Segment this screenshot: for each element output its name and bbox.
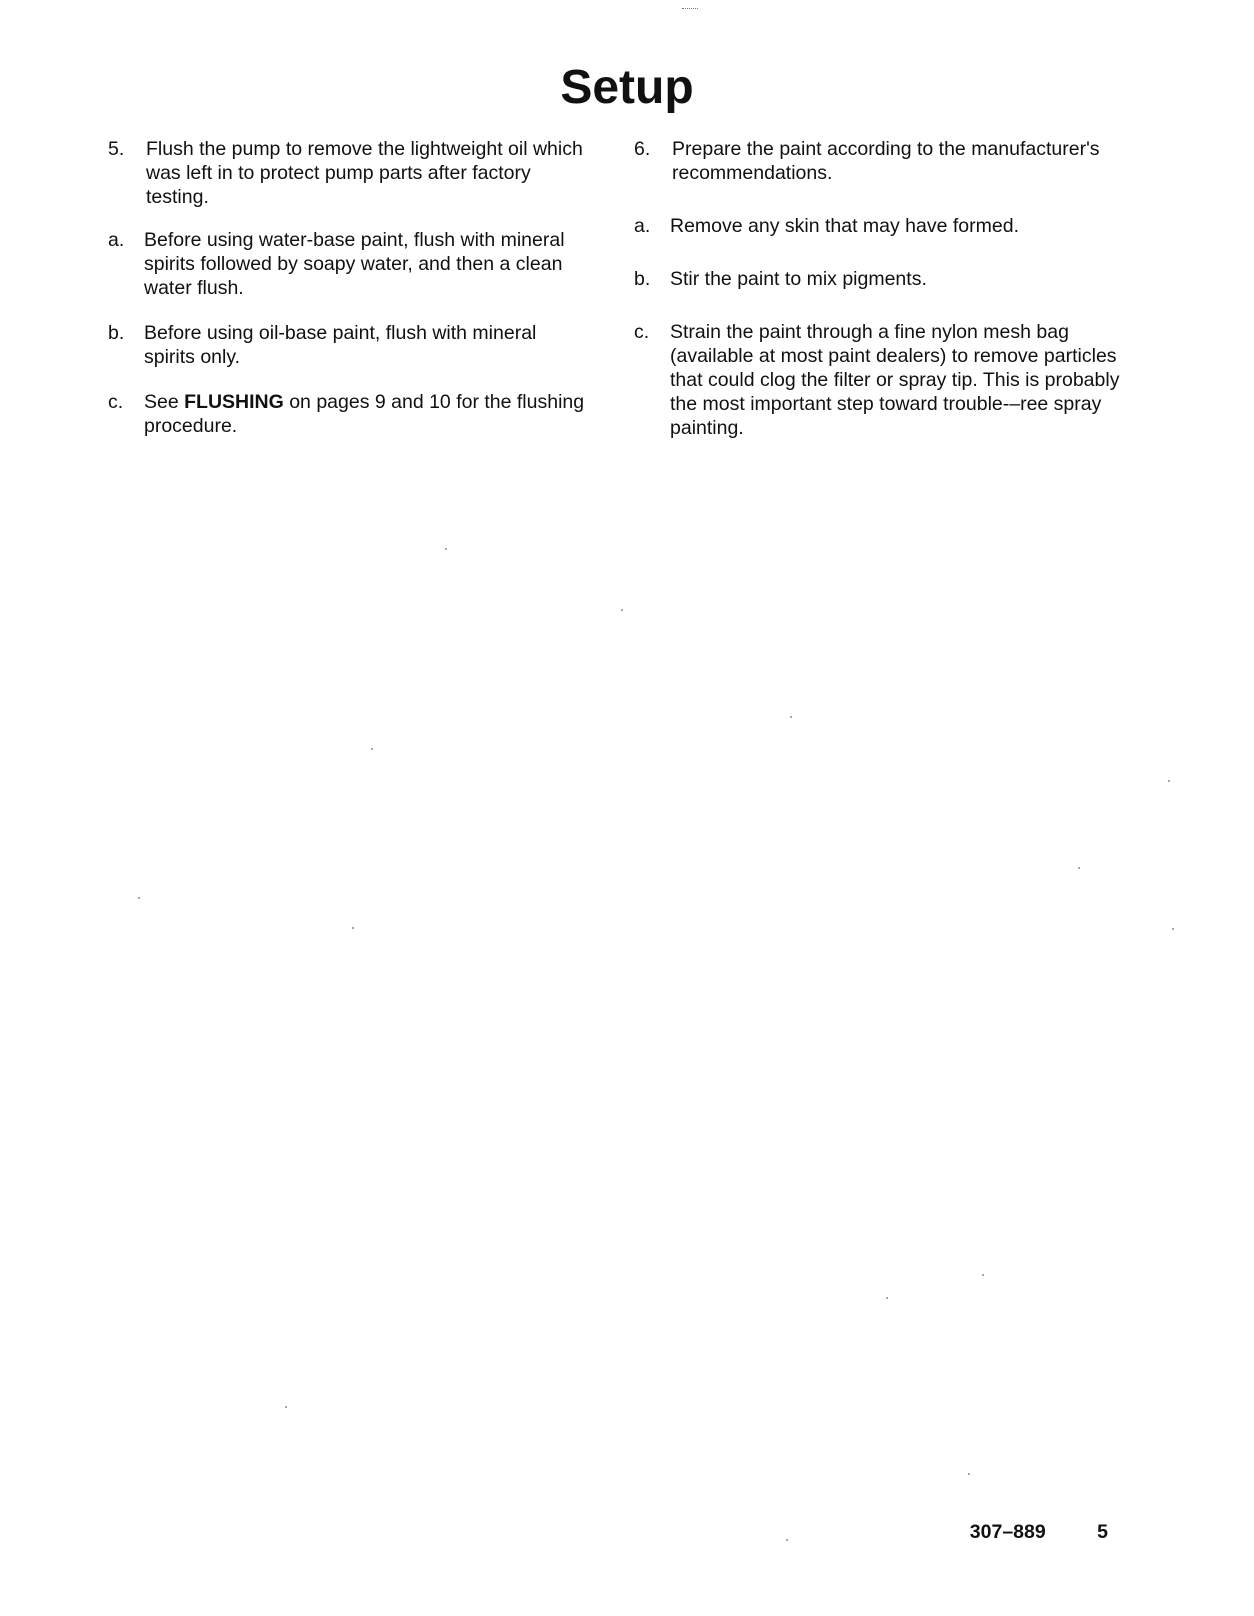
step-text: Prepare the paint according to the manufacturer's recommendations. bbox=[672, 138, 1100, 184]
step-6 bbox=[634, 137, 1124, 185]
substep-letter: a. bbox=[108, 229, 125, 251]
substep-letter: b. bbox=[634, 268, 651, 290]
step-5-substeps bbox=[108, 228, 588, 438]
scan-speck bbox=[982, 1274, 984, 1276]
page-number: 5 bbox=[1097, 1521, 1108, 1543]
substep-text: Strain the paint through a fine nylon mesh bag (available at most paint dealers) to remove particles that could clog the filter or spray tip. This is probably the most important step toward trouble-–ree spray painting. bbox=[670, 321, 1120, 439]
substep-text: Before using water-base paint, flush with mineral spirits followed by soapy water, and then a clean water flush. bbox=[144, 229, 565, 299]
scan-speck bbox=[285, 1406, 287, 1408]
substep-text bbox=[144, 390, 588, 438]
scan-mark bbox=[682, 8, 698, 10]
substep-text-before: See bbox=[144, 391, 185, 413]
step-number: 6. bbox=[634, 138, 651, 160]
step-5 bbox=[108, 137, 588, 209]
substep-5a bbox=[108, 228, 588, 300]
scan-speck bbox=[968, 1473, 970, 1475]
scan-speck bbox=[790, 716, 792, 718]
substep-letter: b. bbox=[108, 322, 125, 344]
scan-speck bbox=[445, 548, 447, 550]
substep-letter: a. bbox=[634, 215, 651, 237]
step-text: Flush the pump to remove the lightweight oil which was left in to protect pump parts after factory testing. bbox=[146, 138, 583, 208]
substep-text-after: on pages 9 and 10 for the flushing procedure. bbox=[144, 391, 585, 437]
scan-speck bbox=[1172, 928, 1174, 930]
substep-letter: c. bbox=[634, 321, 650, 343]
substep-6a bbox=[634, 214, 1124, 238]
left-column bbox=[108, 137, 588, 459]
scan-speck bbox=[886, 1297, 888, 1299]
flushing-reference: FLUSHING bbox=[184, 391, 284, 413]
page-title: Setup bbox=[560, 61, 694, 114]
substep-6b bbox=[634, 267, 1124, 291]
scan-speck bbox=[352, 927, 354, 929]
scan-speck bbox=[621, 609, 623, 611]
substep-5c bbox=[108, 390, 588, 438]
scan-speck bbox=[1168, 780, 1170, 782]
scan-speck bbox=[371, 748, 373, 750]
scan-speck bbox=[786, 1539, 788, 1541]
step-number: 5. bbox=[108, 138, 125, 160]
right-column bbox=[634, 137, 1124, 469]
scan-speck bbox=[138, 897, 140, 899]
substep-letter: c. bbox=[108, 391, 124, 413]
page-footer bbox=[970, 1520, 1108, 1544]
substep-text: Before using oil-base paint, flush with mineral spirits only. bbox=[144, 322, 537, 368]
step-6-substeps bbox=[634, 214, 1124, 440]
substep-5b bbox=[108, 321, 588, 369]
substep-text: Remove any skin that may have formed. bbox=[670, 215, 1019, 237]
scan-speck bbox=[1078, 867, 1080, 869]
substep-text: Stir the paint to mix pigments. bbox=[670, 268, 927, 290]
substep-6c bbox=[634, 320, 1124, 440]
document-number: 307–889 bbox=[969, 1521, 1046, 1543]
